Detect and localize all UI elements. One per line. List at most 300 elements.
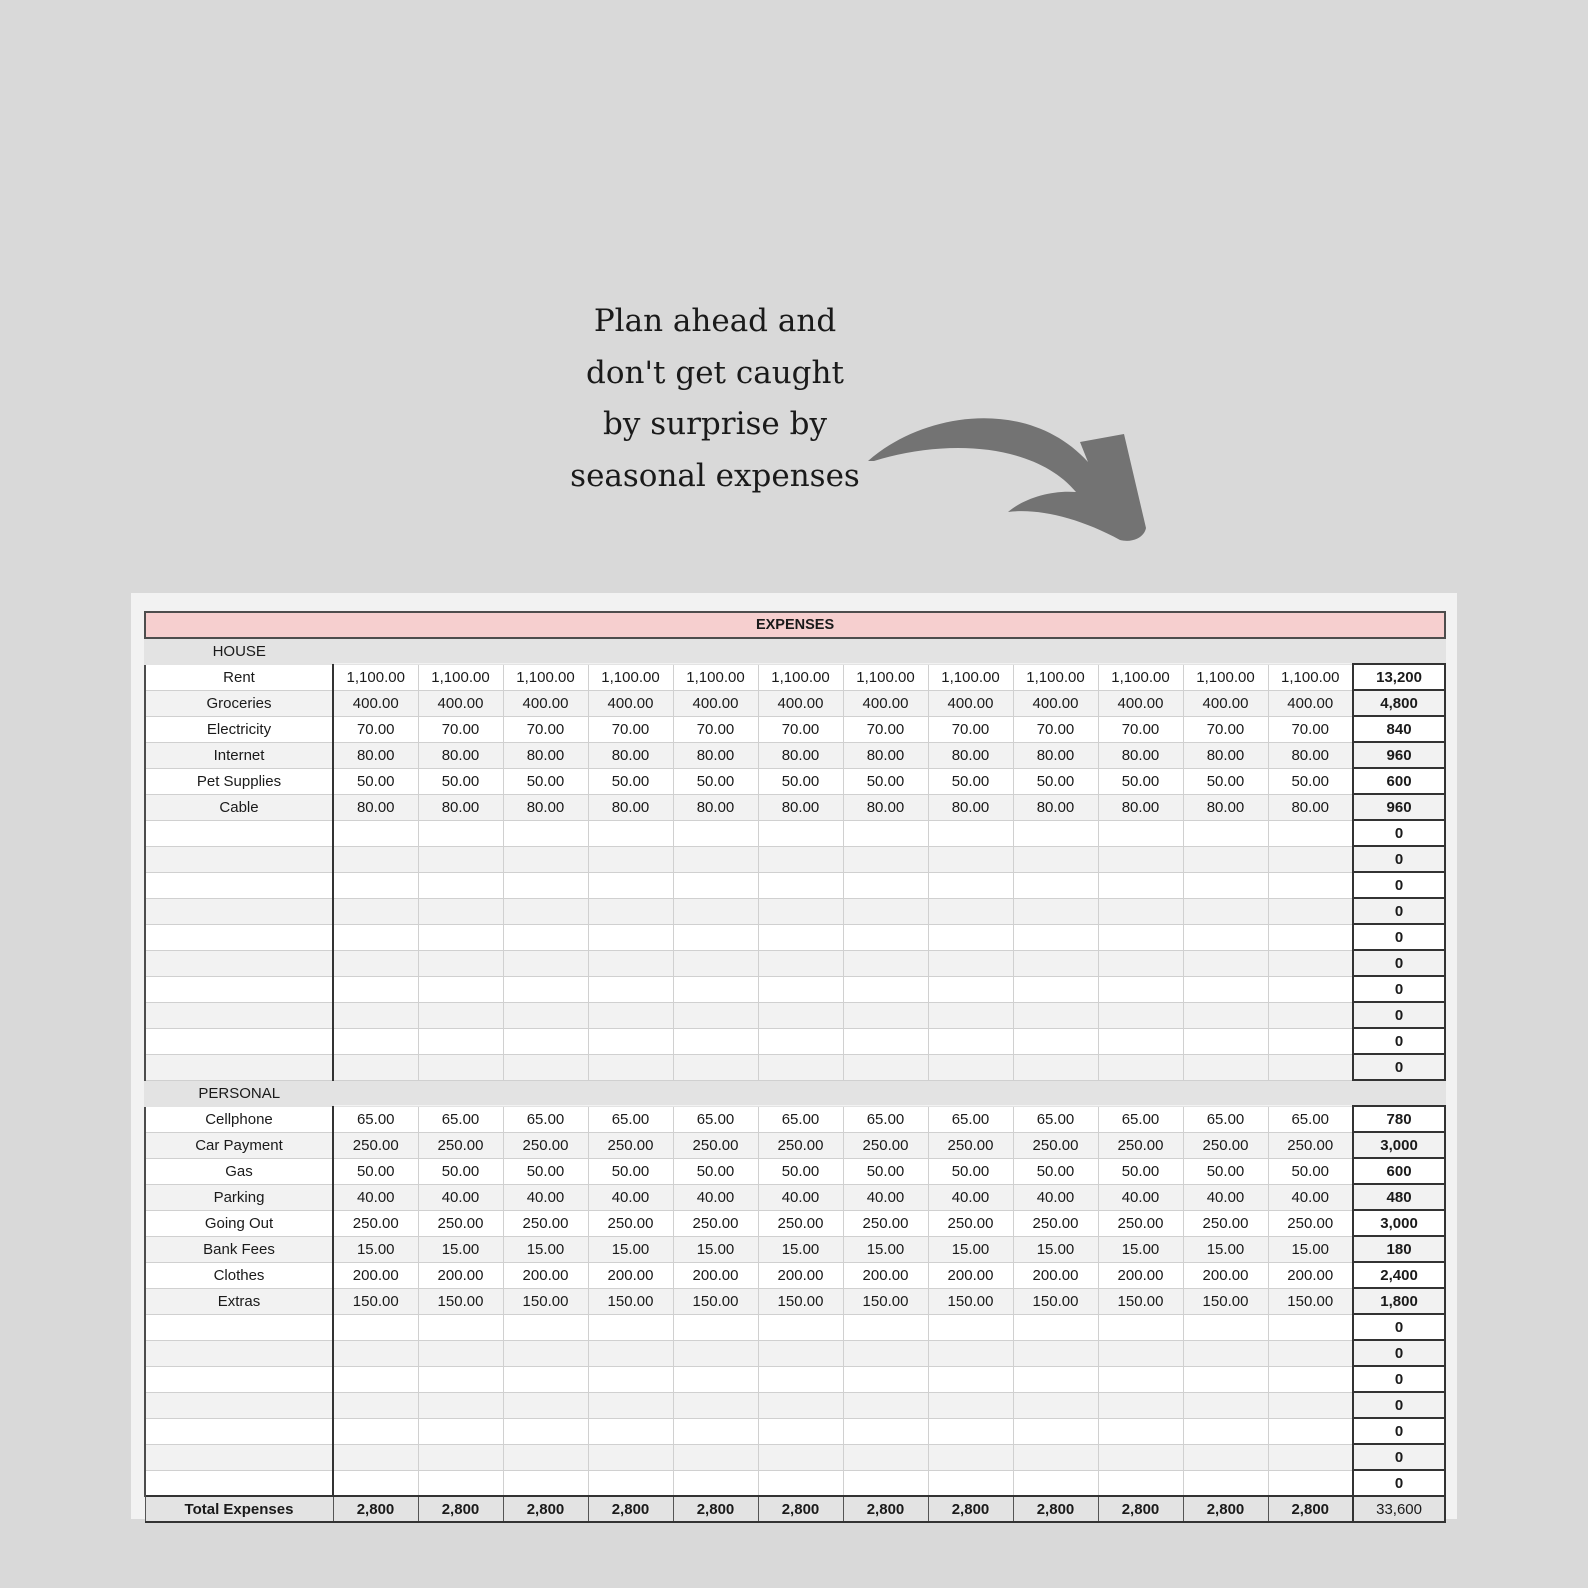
month-cell[interactable] (1013, 846, 1098, 872)
month-cell[interactable]: 50.00 (588, 1158, 673, 1184)
month-cell[interactable] (1098, 1340, 1183, 1366)
month-cell[interactable] (418, 1054, 503, 1080)
month-cell[interactable] (333, 1444, 418, 1470)
month-cell[interactable]: 70.00 (418, 716, 503, 742)
month-cell[interactable]: 400.00 (673, 690, 758, 716)
month-cell[interactable] (673, 898, 758, 924)
month-cell[interactable]: 50.00 (1183, 1158, 1268, 1184)
month-cell[interactable] (1098, 1314, 1183, 1340)
month-cell[interactable] (843, 846, 928, 872)
month-cell[interactable]: 15.00 (758, 1236, 843, 1262)
month-cell[interactable]: 250.00 (333, 1210, 418, 1236)
month-cell[interactable]: 65.00 (1098, 1106, 1183, 1132)
month-cell[interactable] (503, 1392, 588, 1418)
month-cell[interactable]: 40.00 (673, 1184, 758, 1210)
month-cell[interactable] (928, 976, 1013, 1002)
month-cell[interactable]: 1,100.00 (1098, 664, 1183, 690)
month-cell[interactable]: 50.00 (1013, 1158, 1098, 1184)
month-cell[interactable] (418, 1002, 503, 1028)
month-cell[interactable]: 15.00 (843, 1236, 928, 1262)
month-cell[interactable] (503, 1054, 588, 1080)
month-cell[interactable] (333, 1366, 418, 1392)
month-cell[interactable] (1013, 976, 1098, 1002)
month-cell[interactable] (588, 950, 673, 976)
row-label[interactable] (145, 1418, 333, 1444)
row-label[interactable] (145, 1002, 333, 1028)
month-cell[interactable]: 400.00 (1268, 690, 1353, 716)
month-cell[interactable] (673, 1418, 758, 1444)
month-cell[interactable] (1268, 898, 1353, 924)
month-cell[interactable]: 70.00 (843, 716, 928, 742)
month-cell[interactable]: 80.00 (673, 794, 758, 820)
row-label[interactable] (145, 1054, 333, 1080)
month-cell[interactable]: 200.00 (418, 1262, 503, 1288)
month-cell[interactable]: 50.00 (1183, 768, 1268, 794)
month-cell[interactable]: 50.00 (1268, 1158, 1353, 1184)
row-label[interactable] (145, 924, 333, 950)
month-cell[interactable] (333, 1054, 418, 1080)
month-cell[interactable] (758, 1366, 843, 1392)
row-label[interactable]: Internet (145, 742, 333, 768)
row-label[interactable] (145, 1470, 333, 1496)
month-cell[interactable]: 50.00 (1098, 768, 1183, 794)
month-cell[interactable] (843, 1444, 928, 1470)
row-label[interactable] (145, 950, 333, 976)
month-cell[interactable] (588, 846, 673, 872)
row-label[interactable] (145, 1340, 333, 1366)
month-cell[interactable] (333, 950, 418, 976)
month-cell[interactable]: 1,100.00 (928, 664, 1013, 690)
month-cell[interactable] (1183, 1470, 1268, 1496)
month-cell[interactable] (1183, 1392, 1268, 1418)
month-cell[interactable]: 80.00 (1183, 742, 1268, 768)
row-label[interactable] (145, 976, 333, 1002)
month-cell[interactable] (1013, 1444, 1098, 1470)
month-cell[interactable] (1183, 976, 1268, 1002)
month-cell[interactable] (418, 950, 503, 976)
month-cell[interactable] (758, 846, 843, 872)
month-cell[interactable] (928, 1002, 1013, 1028)
month-cell[interactable]: 250.00 (758, 1210, 843, 1236)
month-cell[interactable]: 1,100.00 (758, 664, 843, 690)
month-cell[interactable]: 15.00 (1183, 1236, 1268, 1262)
month-cell[interactable] (418, 924, 503, 950)
month-cell[interactable] (758, 950, 843, 976)
row-label[interactable]: Clothes (145, 1262, 333, 1288)
row-label[interactable]: Parking (145, 1184, 333, 1210)
month-cell[interactable] (503, 846, 588, 872)
month-cell[interactable] (333, 898, 418, 924)
month-cell[interactable]: 200.00 (843, 1262, 928, 1288)
month-cell[interactable] (503, 1366, 588, 1392)
month-cell[interactable] (843, 1470, 928, 1496)
month-cell[interactable] (843, 950, 928, 976)
row-label[interactable] (145, 872, 333, 898)
month-cell[interactable] (928, 1314, 1013, 1340)
month-cell[interactable] (503, 950, 588, 976)
month-cell[interactable]: 250.00 (928, 1132, 1013, 1158)
month-cell[interactable] (928, 924, 1013, 950)
month-cell[interactable] (1098, 1470, 1183, 1496)
row-label[interactable]: Rent (145, 664, 333, 690)
month-cell[interactable] (1268, 1444, 1353, 1470)
month-cell[interactable] (418, 1418, 503, 1444)
month-cell[interactable] (928, 950, 1013, 976)
month-cell[interactable]: 250.00 (1268, 1210, 1353, 1236)
month-cell[interactable]: 70.00 (333, 716, 418, 742)
month-cell[interactable] (758, 1054, 843, 1080)
month-cell[interactable]: 200.00 (1268, 1262, 1353, 1288)
month-cell[interactable]: 400.00 (928, 690, 1013, 716)
month-cell[interactable]: 400.00 (1183, 690, 1268, 716)
month-cell[interactable]: 250.00 (1183, 1132, 1268, 1158)
month-cell[interactable] (418, 898, 503, 924)
month-cell[interactable]: 150.00 (1183, 1288, 1268, 1314)
month-cell[interactable]: 65.00 (928, 1106, 1013, 1132)
month-cell[interactable]: 15.00 (1268, 1236, 1353, 1262)
month-cell[interactable]: 80.00 (418, 794, 503, 820)
month-cell[interactable]: 50.00 (503, 768, 588, 794)
month-cell[interactable]: 80.00 (418, 742, 503, 768)
month-cell[interactable] (928, 1028, 1013, 1054)
month-cell[interactable] (588, 820, 673, 846)
month-cell[interactable] (588, 1470, 673, 1496)
month-cell[interactable]: 250.00 (928, 1210, 1013, 1236)
month-cell[interactable] (1268, 872, 1353, 898)
month-cell[interactable] (1098, 898, 1183, 924)
month-cell[interactable] (758, 1314, 843, 1340)
month-cell[interactable]: 65.00 (1013, 1106, 1098, 1132)
month-cell[interactable]: 65.00 (673, 1106, 758, 1132)
month-cell[interactable]: 50.00 (503, 1158, 588, 1184)
month-cell[interactable] (928, 1366, 1013, 1392)
month-cell[interactable] (333, 1470, 418, 1496)
month-cell[interactable]: 80.00 (1013, 742, 1098, 768)
month-cell[interactable]: 400.00 (1013, 690, 1098, 716)
month-cell[interactable]: 70.00 (1183, 716, 1268, 742)
month-cell[interactable]: 15.00 (418, 1236, 503, 1262)
month-cell[interactable] (1013, 1418, 1098, 1444)
month-cell[interactable] (418, 1444, 503, 1470)
month-cell[interactable] (418, 820, 503, 846)
row-label[interactable]: Groceries (145, 690, 333, 716)
month-cell[interactable]: 50.00 (418, 1158, 503, 1184)
month-cell[interactable]: 50.00 (928, 768, 1013, 794)
month-cell[interactable]: 1,100.00 (588, 664, 673, 690)
month-cell[interactable] (1013, 1340, 1098, 1366)
month-cell[interactable]: 200.00 (588, 1262, 673, 1288)
month-cell[interactable]: 250.00 (758, 1132, 843, 1158)
month-cell[interactable] (1098, 950, 1183, 976)
month-cell[interactable] (418, 1470, 503, 1496)
month-cell[interactable]: 1,100.00 (503, 664, 588, 690)
month-cell[interactable] (1098, 1054, 1183, 1080)
month-cell[interactable] (1013, 1470, 1098, 1496)
month-cell[interactable]: 50.00 (1098, 1158, 1183, 1184)
month-cell[interactable]: 150.00 (333, 1288, 418, 1314)
month-cell[interactable]: 250.00 (673, 1210, 758, 1236)
month-cell[interactable]: 70.00 (928, 716, 1013, 742)
row-label[interactable]: Car Payment (145, 1132, 333, 1158)
month-cell[interactable]: 70.00 (1268, 716, 1353, 742)
month-cell[interactable] (843, 820, 928, 846)
month-cell[interactable] (843, 872, 928, 898)
month-cell[interactable] (1013, 872, 1098, 898)
month-cell[interactable] (758, 872, 843, 898)
month-cell[interactable] (333, 1028, 418, 1054)
month-cell[interactable]: 80.00 (1268, 742, 1353, 768)
month-cell[interactable]: 150.00 (1013, 1288, 1098, 1314)
month-cell[interactable] (503, 976, 588, 1002)
month-cell[interactable]: 200.00 (503, 1262, 588, 1288)
month-cell[interactable] (333, 872, 418, 898)
month-cell[interactable] (758, 898, 843, 924)
month-cell[interactable]: 15.00 (588, 1236, 673, 1262)
month-cell[interactable] (843, 1054, 928, 1080)
month-cell[interactable] (503, 924, 588, 950)
month-cell[interactable]: 65.00 (503, 1106, 588, 1132)
month-cell[interactable] (758, 820, 843, 846)
month-cell[interactable]: 80.00 (928, 742, 1013, 768)
month-cell[interactable]: 80.00 (333, 794, 418, 820)
month-cell[interactable] (588, 1054, 673, 1080)
month-cell[interactable]: 250.00 (418, 1132, 503, 1158)
month-cell[interactable]: 15.00 (333, 1236, 418, 1262)
month-cell[interactable]: 70.00 (673, 716, 758, 742)
month-cell[interactable] (1098, 976, 1183, 1002)
month-cell[interactable] (1268, 846, 1353, 872)
month-cell[interactable] (503, 872, 588, 898)
month-cell[interactable] (673, 1470, 758, 1496)
row-label[interactable] (145, 1028, 333, 1054)
month-cell[interactable]: 250.00 (333, 1132, 418, 1158)
month-cell[interactable] (758, 1470, 843, 1496)
month-cell[interactable]: 150.00 (588, 1288, 673, 1314)
month-cell[interactable] (503, 1028, 588, 1054)
row-label[interactable] (145, 1392, 333, 1418)
month-cell[interactable]: 40.00 (418, 1184, 503, 1210)
month-cell[interactable]: 15.00 (1098, 1236, 1183, 1262)
month-cell[interactable] (1098, 872, 1183, 898)
month-cell[interactable]: 40.00 (588, 1184, 673, 1210)
month-cell[interactable]: 80.00 (673, 742, 758, 768)
month-cell[interactable]: 40.00 (928, 1184, 1013, 1210)
month-cell[interactable]: 40.00 (1183, 1184, 1268, 1210)
month-cell[interactable] (1268, 1392, 1353, 1418)
month-cell[interactable]: 200.00 (673, 1262, 758, 1288)
month-cell[interactable]: 40.00 (843, 1184, 928, 1210)
month-cell[interactable] (673, 872, 758, 898)
month-cell[interactable]: 65.00 (1268, 1106, 1353, 1132)
month-cell[interactable] (1268, 976, 1353, 1002)
row-label[interactable]: Cable (145, 794, 333, 820)
month-cell[interactable]: 150.00 (1268, 1288, 1353, 1314)
month-cell[interactable]: 65.00 (418, 1106, 503, 1132)
month-cell[interactable] (1268, 950, 1353, 976)
month-cell[interactable]: 250.00 (503, 1210, 588, 1236)
month-cell[interactable]: 65.00 (588, 1106, 673, 1132)
month-cell[interactable]: 50.00 (843, 1158, 928, 1184)
month-cell[interactable] (503, 820, 588, 846)
month-cell[interactable] (588, 976, 673, 1002)
month-cell[interactable] (418, 1028, 503, 1054)
month-cell[interactable] (928, 1470, 1013, 1496)
month-cell[interactable]: 250.00 (843, 1132, 928, 1158)
month-cell[interactable] (588, 1002, 673, 1028)
month-cell[interactable] (673, 1054, 758, 1080)
month-cell[interactable] (673, 976, 758, 1002)
month-cell[interactable]: 40.00 (503, 1184, 588, 1210)
month-cell[interactable] (418, 1340, 503, 1366)
month-cell[interactable]: 80.00 (1268, 794, 1353, 820)
month-cell[interactable]: 40.00 (1013, 1184, 1098, 1210)
month-cell[interactable]: 150.00 (843, 1288, 928, 1314)
month-cell[interactable] (673, 1444, 758, 1470)
month-cell[interactable] (418, 846, 503, 872)
month-cell[interactable] (1098, 1392, 1183, 1418)
month-cell[interactable] (928, 846, 1013, 872)
month-cell[interactable] (1268, 820, 1353, 846)
month-cell[interactable]: 1,100.00 (418, 664, 503, 690)
month-cell[interactable]: 50.00 (758, 768, 843, 794)
month-cell[interactable]: 50.00 (928, 1158, 1013, 1184)
month-cell[interactable] (1183, 1028, 1268, 1054)
month-cell[interactable]: 250.00 (1013, 1132, 1098, 1158)
month-cell[interactable] (1013, 820, 1098, 846)
row-label[interactable] (145, 1444, 333, 1470)
month-cell[interactable]: 80.00 (843, 794, 928, 820)
month-cell[interactable] (1268, 1054, 1353, 1080)
month-cell[interactable] (1013, 898, 1098, 924)
month-cell[interactable] (503, 898, 588, 924)
month-cell[interactable]: 80.00 (333, 742, 418, 768)
month-cell[interactable]: 200.00 (1098, 1262, 1183, 1288)
month-cell[interactable]: 40.00 (333, 1184, 418, 1210)
month-cell[interactable]: 250.00 (1013, 1210, 1098, 1236)
month-cell[interactable]: 1,100.00 (1268, 664, 1353, 690)
row-label[interactable]: Cellphone (145, 1106, 333, 1132)
month-cell[interactable] (928, 1054, 1013, 1080)
month-cell[interactable] (673, 1340, 758, 1366)
month-cell[interactable]: 250.00 (1098, 1132, 1183, 1158)
month-cell[interactable] (503, 1314, 588, 1340)
month-cell[interactable]: 70.00 (758, 716, 843, 742)
month-cell[interactable]: 250.00 (588, 1210, 673, 1236)
month-cell[interactable] (843, 976, 928, 1002)
month-cell[interactable]: 150.00 (503, 1288, 588, 1314)
row-label[interactable] (145, 898, 333, 924)
month-cell[interactable] (928, 872, 1013, 898)
month-cell[interactable] (1183, 898, 1268, 924)
month-cell[interactable]: 15.00 (1013, 1236, 1098, 1262)
month-cell[interactable] (758, 1340, 843, 1366)
month-cell[interactable] (333, 1002, 418, 1028)
month-cell[interactable]: 65.00 (758, 1106, 843, 1132)
month-cell[interactable] (1183, 1340, 1268, 1366)
month-cell[interactable] (1183, 1444, 1268, 1470)
month-cell[interactable] (503, 1002, 588, 1028)
row-label[interactable] (145, 820, 333, 846)
month-cell[interactable]: 70.00 (1098, 716, 1183, 742)
month-cell[interactable] (843, 1340, 928, 1366)
month-cell[interactable] (673, 1366, 758, 1392)
month-cell[interactable]: 65.00 (333, 1106, 418, 1132)
month-cell[interactable] (333, 1418, 418, 1444)
month-cell[interactable]: 15.00 (673, 1236, 758, 1262)
month-cell[interactable] (1013, 1002, 1098, 1028)
month-cell[interactable] (673, 1002, 758, 1028)
month-cell[interactable] (843, 1002, 928, 1028)
month-cell[interactable]: 50.00 (418, 768, 503, 794)
month-cell[interactable]: 1,100.00 (1013, 664, 1098, 690)
month-cell[interactable] (1268, 1470, 1353, 1496)
month-cell[interactable] (758, 1028, 843, 1054)
month-cell[interactable] (1183, 846, 1268, 872)
month-cell[interactable]: 150.00 (418, 1288, 503, 1314)
month-cell[interactable] (1183, 950, 1268, 976)
month-cell[interactable]: 50.00 (673, 768, 758, 794)
month-cell[interactable]: 80.00 (1098, 742, 1183, 768)
month-cell[interactable]: 400.00 (588, 690, 673, 716)
month-cell[interactable] (1183, 1366, 1268, 1392)
month-cell[interactable] (588, 1392, 673, 1418)
month-cell[interactable]: 80.00 (503, 794, 588, 820)
month-cell[interactable] (1268, 924, 1353, 950)
month-cell[interactable]: 40.00 (1098, 1184, 1183, 1210)
month-cell[interactable]: 250.00 (673, 1132, 758, 1158)
month-cell[interactable] (758, 1444, 843, 1470)
month-cell[interactable] (928, 1444, 1013, 1470)
month-cell[interactable]: 50.00 (758, 1158, 843, 1184)
month-cell[interactable]: 80.00 (758, 794, 843, 820)
month-cell[interactable]: 400.00 (503, 690, 588, 716)
month-cell[interactable]: 80.00 (588, 794, 673, 820)
month-cell[interactable] (1013, 924, 1098, 950)
month-cell[interactable] (1268, 1418, 1353, 1444)
month-cell[interactable]: 80.00 (503, 742, 588, 768)
month-cell[interactable]: 15.00 (503, 1236, 588, 1262)
month-cell[interactable]: 400.00 (758, 690, 843, 716)
month-cell[interactable] (1268, 1366, 1353, 1392)
month-cell[interactable] (843, 1392, 928, 1418)
month-cell[interactable] (758, 1392, 843, 1418)
month-cell[interactable] (1183, 1054, 1268, 1080)
month-cell[interactable] (333, 924, 418, 950)
month-cell[interactable] (503, 1340, 588, 1366)
month-cell[interactable] (843, 1366, 928, 1392)
month-cell[interactable]: 200.00 (758, 1262, 843, 1288)
row-label[interactable]: Electricity (145, 716, 333, 742)
month-cell[interactable] (928, 820, 1013, 846)
month-cell[interactable] (333, 1392, 418, 1418)
month-cell[interactable]: 150.00 (758, 1288, 843, 1314)
month-cell[interactable]: 40.00 (758, 1184, 843, 1210)
month-cell[interactable] (843, 898, 928, 924)
month-cell[interactable]: 50.00 (673, 1158, 758, 1184)
month-cell[interactable] (843, 1418, 928, 1444)
month-cell[interactable]: 200.00 (1183, 1262, 1268, 1288)
month-cell[interactable]: 200.00 (333, 1262, 418, 1288)
month-cell[interactable]: 150.00 (1098, 1288, 1183, 1314)
month-cell[interactable]: 1,100.00 (673, 664, 758, 690)
month-cell[interactable] (758, 1002, 843, 1028)
month-cell[interactable]: 50.00 (333, 1158, 418, 1184)
month-cell[interactable] (588, 1444, 673, 1470)
month-cell[interactable]: 250.00 (588, 1132, 673, 1158)
month-cell[interactable]: 1,100.00 (333, 664, 418, 690)
month-cell[interactable]: 70.00 (588, 716, 673, 742)
month-cell[interactable]: 50.00 (843, 768, 928, 794)
